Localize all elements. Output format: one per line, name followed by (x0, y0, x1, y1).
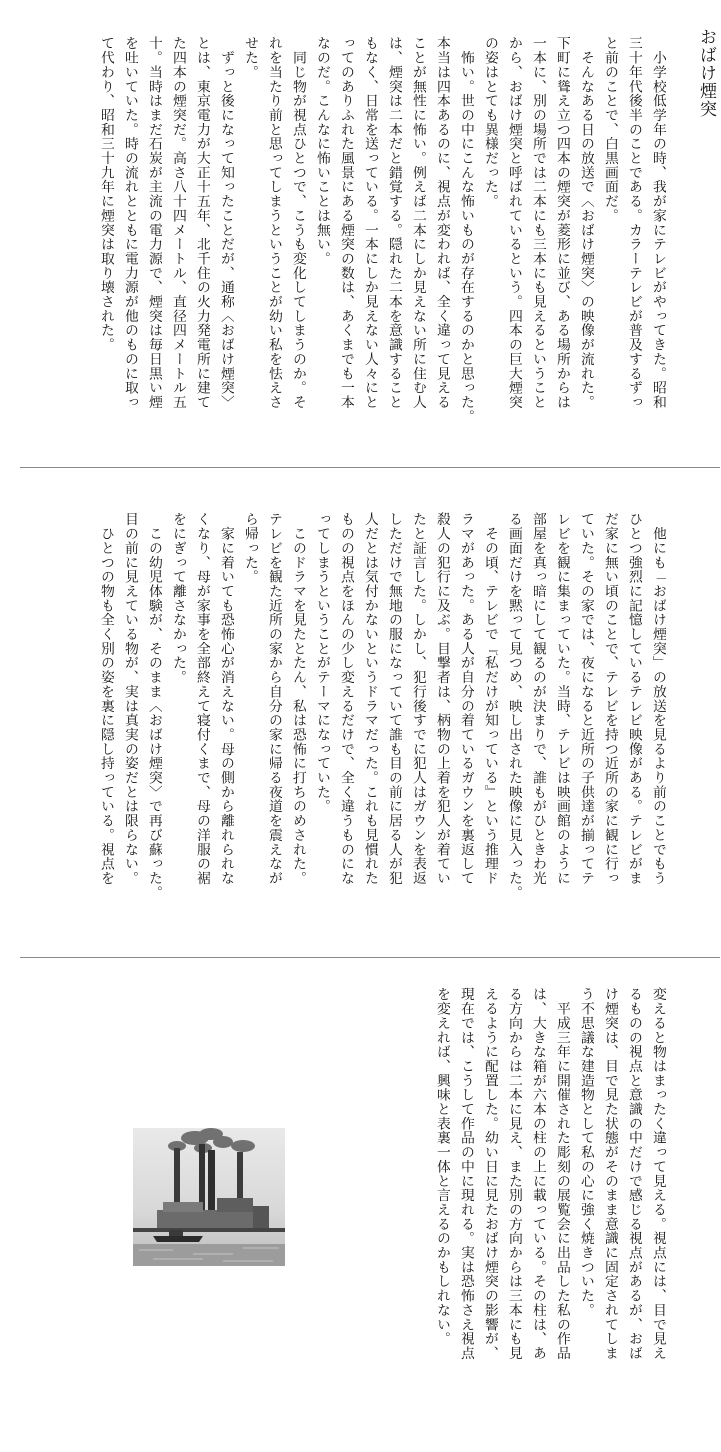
text-line: るものの視点と意識の中だけで感じる視点があるが、おば (626, 987, 642, 1361)
text-line: 現在では、こうして作品の中に現れる。実は恐怖さえ視点 (458, 987, 474, 1361)
text-line: 他にも「おばけ煙突」の放送を見るより前のことでもう (650, 512, 666, 886)
text-line: だ家に無い頃のことで、テレビを持つ近所の家に観に行っ (602, 512, 618, 886)
text-line: たと証言した。しかし、犯行後すでに犯人はガウンを表返 (410, 512, 426, 886)
text-line: を吐いていた。時の流れとともに電力源が他のものに取っ (122, 36, 138, 410)
text-line: の姿はとても異様だった。 (482, 36, 498, 209)
text-line: レビを観に集まっていた。当時、テレビは映画館のように (554, 512, 570, 886)
text-line: 目の前に見えている物が、実は真実の姿だとは限らない。 (122, 512, 138, 886)
text-line: ことが無性に怖い。例えば二本にしか見えない所に住む人 (410, 36, 426, 410)
text-line: ら帰った。 (242, 512, 258, 584)
text-line: て代わり、昭和三十九年に煙突は取り壊された。 (98, 36, 114, 352)
text-line: 部屋を真っ暗にして観るのが決まりで、誰もがひときわ光 (530, 512, 546, 886)
text-line: 小学校低学年の時、我が家にテレビがやってきた。昭和 (650, 36, 666, 410)
section-divider (20, 467, 720, 468)
text-line: ずっと後になって知ったことだが、通称〈おばけ煙突〉 (218, 36, 234, 410)
text-line: 本当は四本あるのに、視点が変われば、全く違って見える (434, 36, 450, 410)
text-line: えるように配置した。幼い日に見たおばけ煙突の影響が、 (482, 987, 498, 1361)
text-line: このドラマを見たとたん、私は恐怖に打ちのめされた。 (290, 512, 306, 886)
section-divider (20, 957, 720, 958)
text-line: 平成三年に開催された彫刻の展覧会に出品した私の作品 (554, 987, 570, 1361)
chimney-photo (133, 1128, 285, 1266)
text-line: から、おばけ煙突と呼ばれているという。四本の巨大煙突 (506, 36, 522, 410)
text-line: ひとつの物も全く別の姿を裏に隠し持っている。視点を (98, 512, 114, 886)
text-line: 怖い。世の中にこんな怖いものが存在するのかと思った。 (458, 36, 474, 424)
text-line: と前のことで、白黒画面だ。 (602, 36, 618, 223)
text-line: せた。 (242, 36, 258, 80)
text-line: ひとつ強烈に記憶しているテレビ映像がある。テレビがま (626, 512, 642, 886)
text-line: れを当たり前と思ってしまうということが幼い私を怯えさ (266, 36, 282, 410)
text-line: もなく、日常を送っている。一本にしか見えない人々にと (362, 36, 378, 410)
text-line: テレビを観た近所の家から自分の家に帰る夜道を震えなが (266, 512, 282, 886)
text-line: は、大きな箱が六本の柱の上に載っている。その柱は、あ (530, 987, 546, 1361)
text-line: 一本に、別の場所では二本にも三本にも見えるということ (530, 36, 546, 410)
text-line: をにぎって離さなかった。 (170, 512, 186, 685)
text-line: 殺人の犯行に及ぶ。目撃者は、柄物の上着を犯人が着てい (434, 512, 450, 886)
text-line: 下町に聳え立つ四本の煙突が菱形に並び、ある場所からは (554, 36, 570, 410)
text-line: う不思議な建造物として私の心に強く焼きついた。 (578, 987, 594, 1318)
text-line: 同じ物が視点ひとつで、こうも変化してしまうのか。そ (290, 36, 306, 410)
text-line: 三十年代後半のことである。カラーテレビが普及するずっ (626, 36, 642, 410)
text-line: くなり、母が家事を全部終えて寝付くまで、母の洋服の裾 (194, 512, 210, 886)
text-line: その頃、テレビで『私だけが知っている』という推理ド (482, 512, 498, 886)
text-line: ってのありふれた風景にある煙突の数は、あくまでも一本 (338, 36, 354, 410)
text-line: け煙突は、目で見た状態がそのまま意識に固定されてしま (602, 987, 618, 1361)
text-line: 家に着いても恐怖心が消えない。母の側から離れられな (218, 512, 234, 886)
text-line: は、煙突は二本だと錯覚する。隠れた二本を意識すること (386, 36, 402, 410)
text-line: 人だとは気付かないというドラマだった。これも見慣れた (362, 512, 378, 886)
text-line: ラマがあった。ある人が自分の着ているガウンを裏返して (458, 512, 474, 886)
page-title: おばけ煙突 (696, 28, 716, 118)
text-line: そんなある日の放送で〈おばけ煙突〉の映像が流れた。 (578, 36, 594, 410)
text-line: る方向からは二本に見え、また別の方向からは三本にも見 (506, 987, 522, 1361)
text-line: ものの視点をほんの少し変えるだけで、全く違うものにな (338, 512, 354, 886)
text-line: とは、東京電力が大正十五年、北千住の火力発電所に建て (194, 36, 210, 410)
text-line: ていた。その家では、夜になると近所の子供達が揃ってテ (578, 512, 594, 886)
text-line: 十。当時はまだ石炭が主流の電力源で、煙突は毎日黒い煙 (146, 36, 162, 410)
text-line: 変えると物はまったく違って見える。視点には、目で見え (650, 987, 666, 1361)
text-line: を変えれば、興味と表裏一体と言えるのかもしれない。 (434, 987, 450, 1346)
text-line: なのだ。こんなに怖いことは無い。 (314, 36, 330, 266)
text-line: ってしまうということがテーマになっていた。 (314, 512, 330, 814)
text-line: この幼児体験が、そのまま〈おばけ煙突〉で再び蘇った。 (146, 512, 162, 900)
text-line: た四本の煙突だ。高さ八十四メートル、直径四メートル五 (170, 36, 186, 410)
text-line: る画面だけを黙って見つめ、映し出された映像に見入った。 (506, 512, 522, 900)
text-line: しただけで無地の服になっていて誰も目の前に居る人が犯 (386, 512, 402, 886)
